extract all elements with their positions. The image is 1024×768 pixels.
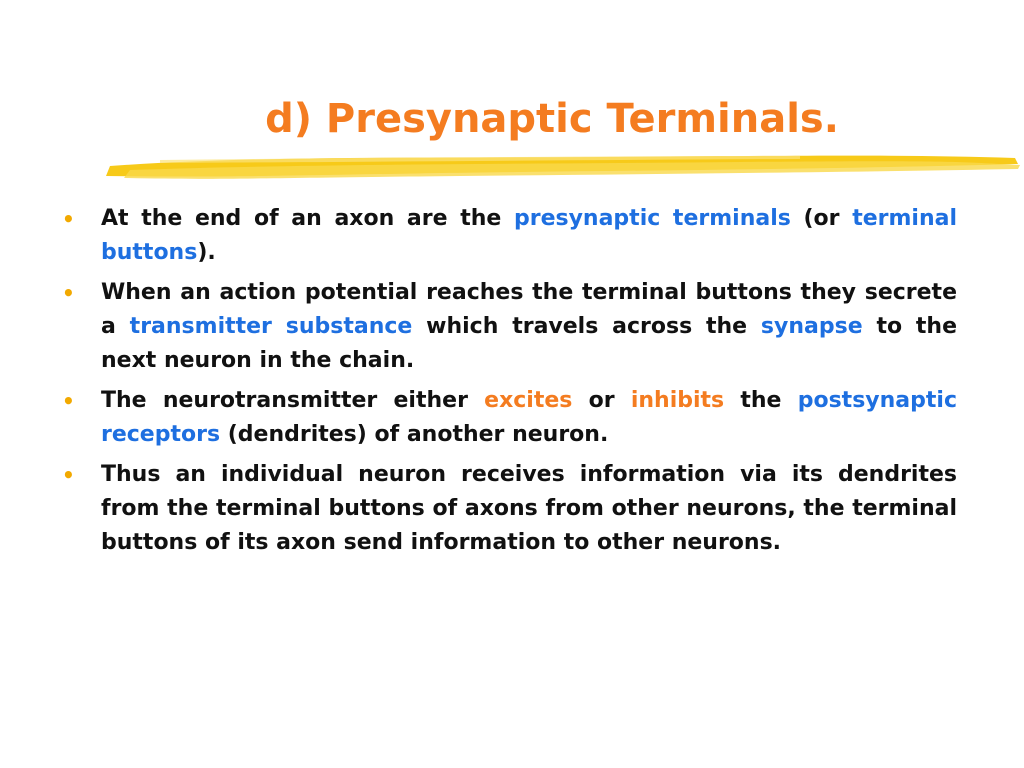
bullet-item (62, 276, 957, 378)
highlight-term: transmitter substance (129, 314, 413, 339)
text: At the end of an axon are the (101, 206, 514, 231)
highlight-term: inhibits (630, 388, 725, 413)
highlight-term: terminal buttons (101, 206, 957, 265)
bullet-list (62, 202, 957, 566)
bullet-item (62, 384, 957, 452)
bullet-marker: • (62, 389, 75, 413)
bullet-item (62, 202, 957, 270)
highlight-term: presynaptic terminals (513, 206, 791, 231)
slide-title: d) Presynaptic Terminals. (265, 96, 839, 142)
highlight-term: synapse (760, 314, 863, 339)
text: ). (197, 240, 216, 265)
bullet-marker: • (62, 281, 75, 305)
title-underline-brushstroke (100, 148, 1024, 188)
text: Thus an individual neuron receives information via its dendrites from the terminal buttons of axons from other neurons, the terminal buttons of its axon send information to other neurons. (101, 462, 957, 555)
bullet-item (62, 458, 957, 560)
text: When an action potential reaches the terminal buttons they secrete a (101, 280, 957, 339)
highlight-term: excites (484, 388, 573, 413)
bullet-marker: • (62, 207, 75, 231)
text: The neurotransmitter either (101, 388, 485, 413)
text: the (724, 388, 798, 413)
text: (dendrites) of another neuron. (220, 422, 609, 447)
text: (or (790, 206, 853, 231)
text: to the next neuron in the chain. (101, 314, 957, 373)
bullet-marker: • (62, 463, 75, 487)
highlight-term: postsynaptic receptors (101, 388, 957, 447)
text: which travels across the (412, 314, 761, 339)
text: or (572, 388, 631, 413)
